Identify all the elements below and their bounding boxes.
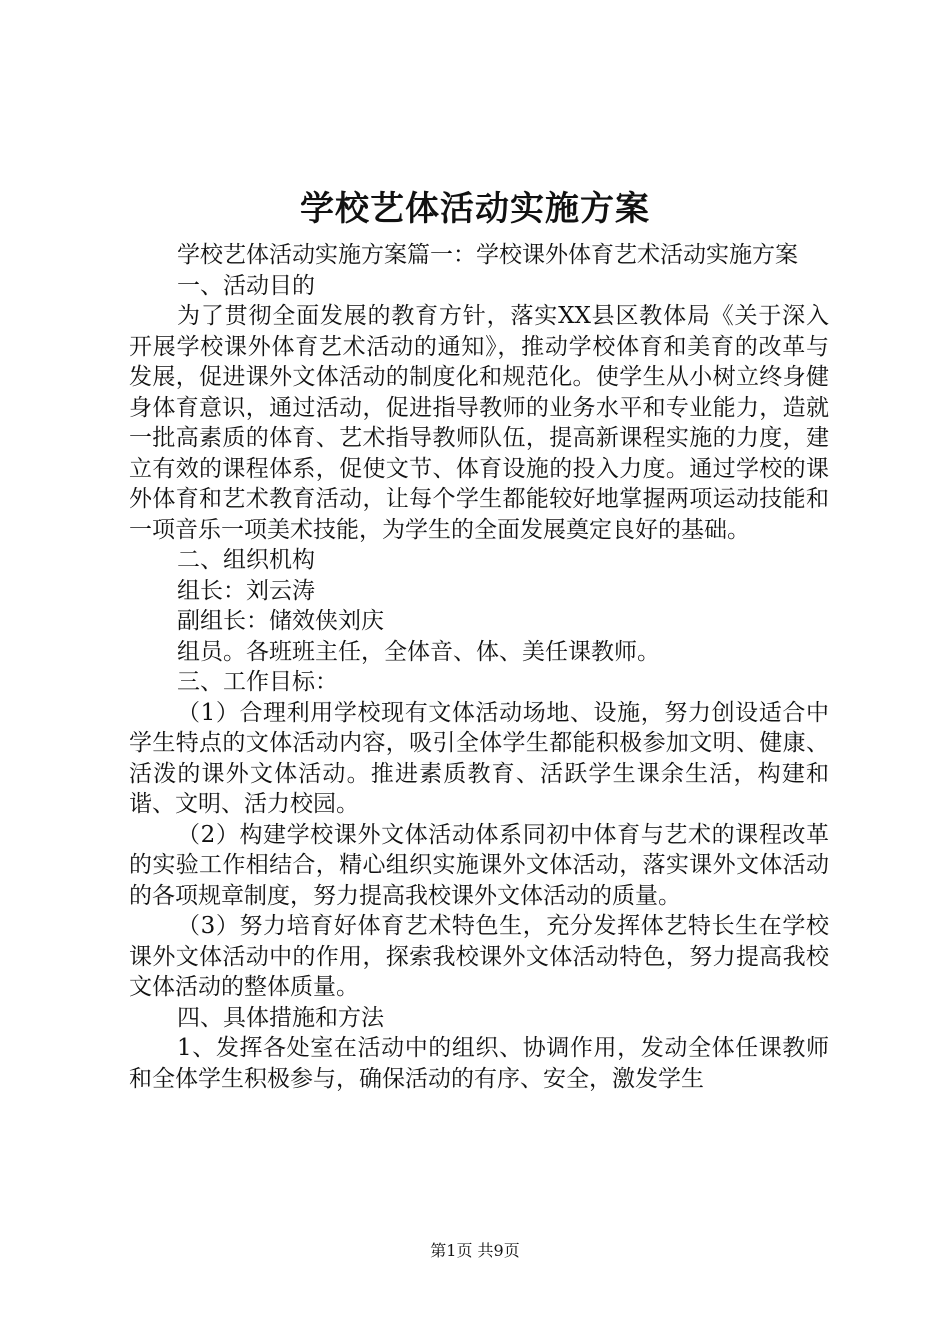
paragraph-goal-1: （1）合理利用学校现有文体活动场地、设施，努力创设适合中学生特点的文体活动内容，吸引全体学生都能积极参加文明、健康、活泼的课外文体活动。推进素质教育、活跃学生课余生活，构建和谐、文明、活力校园。 [129,699,829,817]
paragraph-goal-2: （2）构建学校课外文体活动体系同初中体育与艺术的课程改革的实验工作相结合，精心组织实施课外文体活动，落实课外文体活动的各项规章制度，努力提高我校课外文体活动的质量。 [129,821,829,909]
page-footer: 第1页 共9页 [430,1241,520,1260]
document-body [129,240,829,1094]
paragraph-goal-3: （3）努力培育好体育艺术特色生，充分发挥体艺特长生在学校课外文体活动中的作用，探索我校课外文体活动特色，努力提高我校文体活动的整体质量。 [129,913,829,1000]
paragraph-leader: 组长：刘云涛 [177,577,315,604]
heading-organization: 二、组织机构 [177,547,315,573]
paragraph-purpose: 为了贯彻全面发展的教育方针，落实XX县区教体局《关于深入开展学校课外体育艺术活动的通知》，推动学校体育和美育的改革与发展，促进课外文体活动的制度化和规范化。使学生从小树立终身健身体育意识，通过活动，促进指导教师的业务水平和专业能力，造就一批高素质的体育、艺术指导教师队伍，提高新课程实施的力度，建立有效的课程体系，促使文节、体育设施的投入力度。通过学校的课外体育和艺术教育活动，让每个学生都能较好地掌握两项运动技能和一项音乐一项美术技能，为学生的全面发展奠定良好的基础。 [129,303,829,543]
document-title: 学校艺体活动实施方案 [300,189,650,229]
heading-measures: 四、具体措施和方法 [177,1004,384,1031]
paragraph-intro: 学校艺体活动实施方案篇一：学校课外体育艺术活动实施方案 [177,242,798,268]
paragraph-members: 组员。各班班主任，全体音、体、美任课教师。 [177,638,660,665]
paragraph-deputy-leader: 副组长：储效侠刘庆 [177,608,384,634]
paragraph-measure-1: 1、发挥各处室在活动中的组织、协调作用，发动全体任课教师和全体学生积极参与，确保活动的有序、安全，激发学生 [129,1035,829,1092]
heading-activity-purpose: 一、活动目的 [177,272,315,299]
heading-work-goals: 三、工作目标： [177,669,338,695]
